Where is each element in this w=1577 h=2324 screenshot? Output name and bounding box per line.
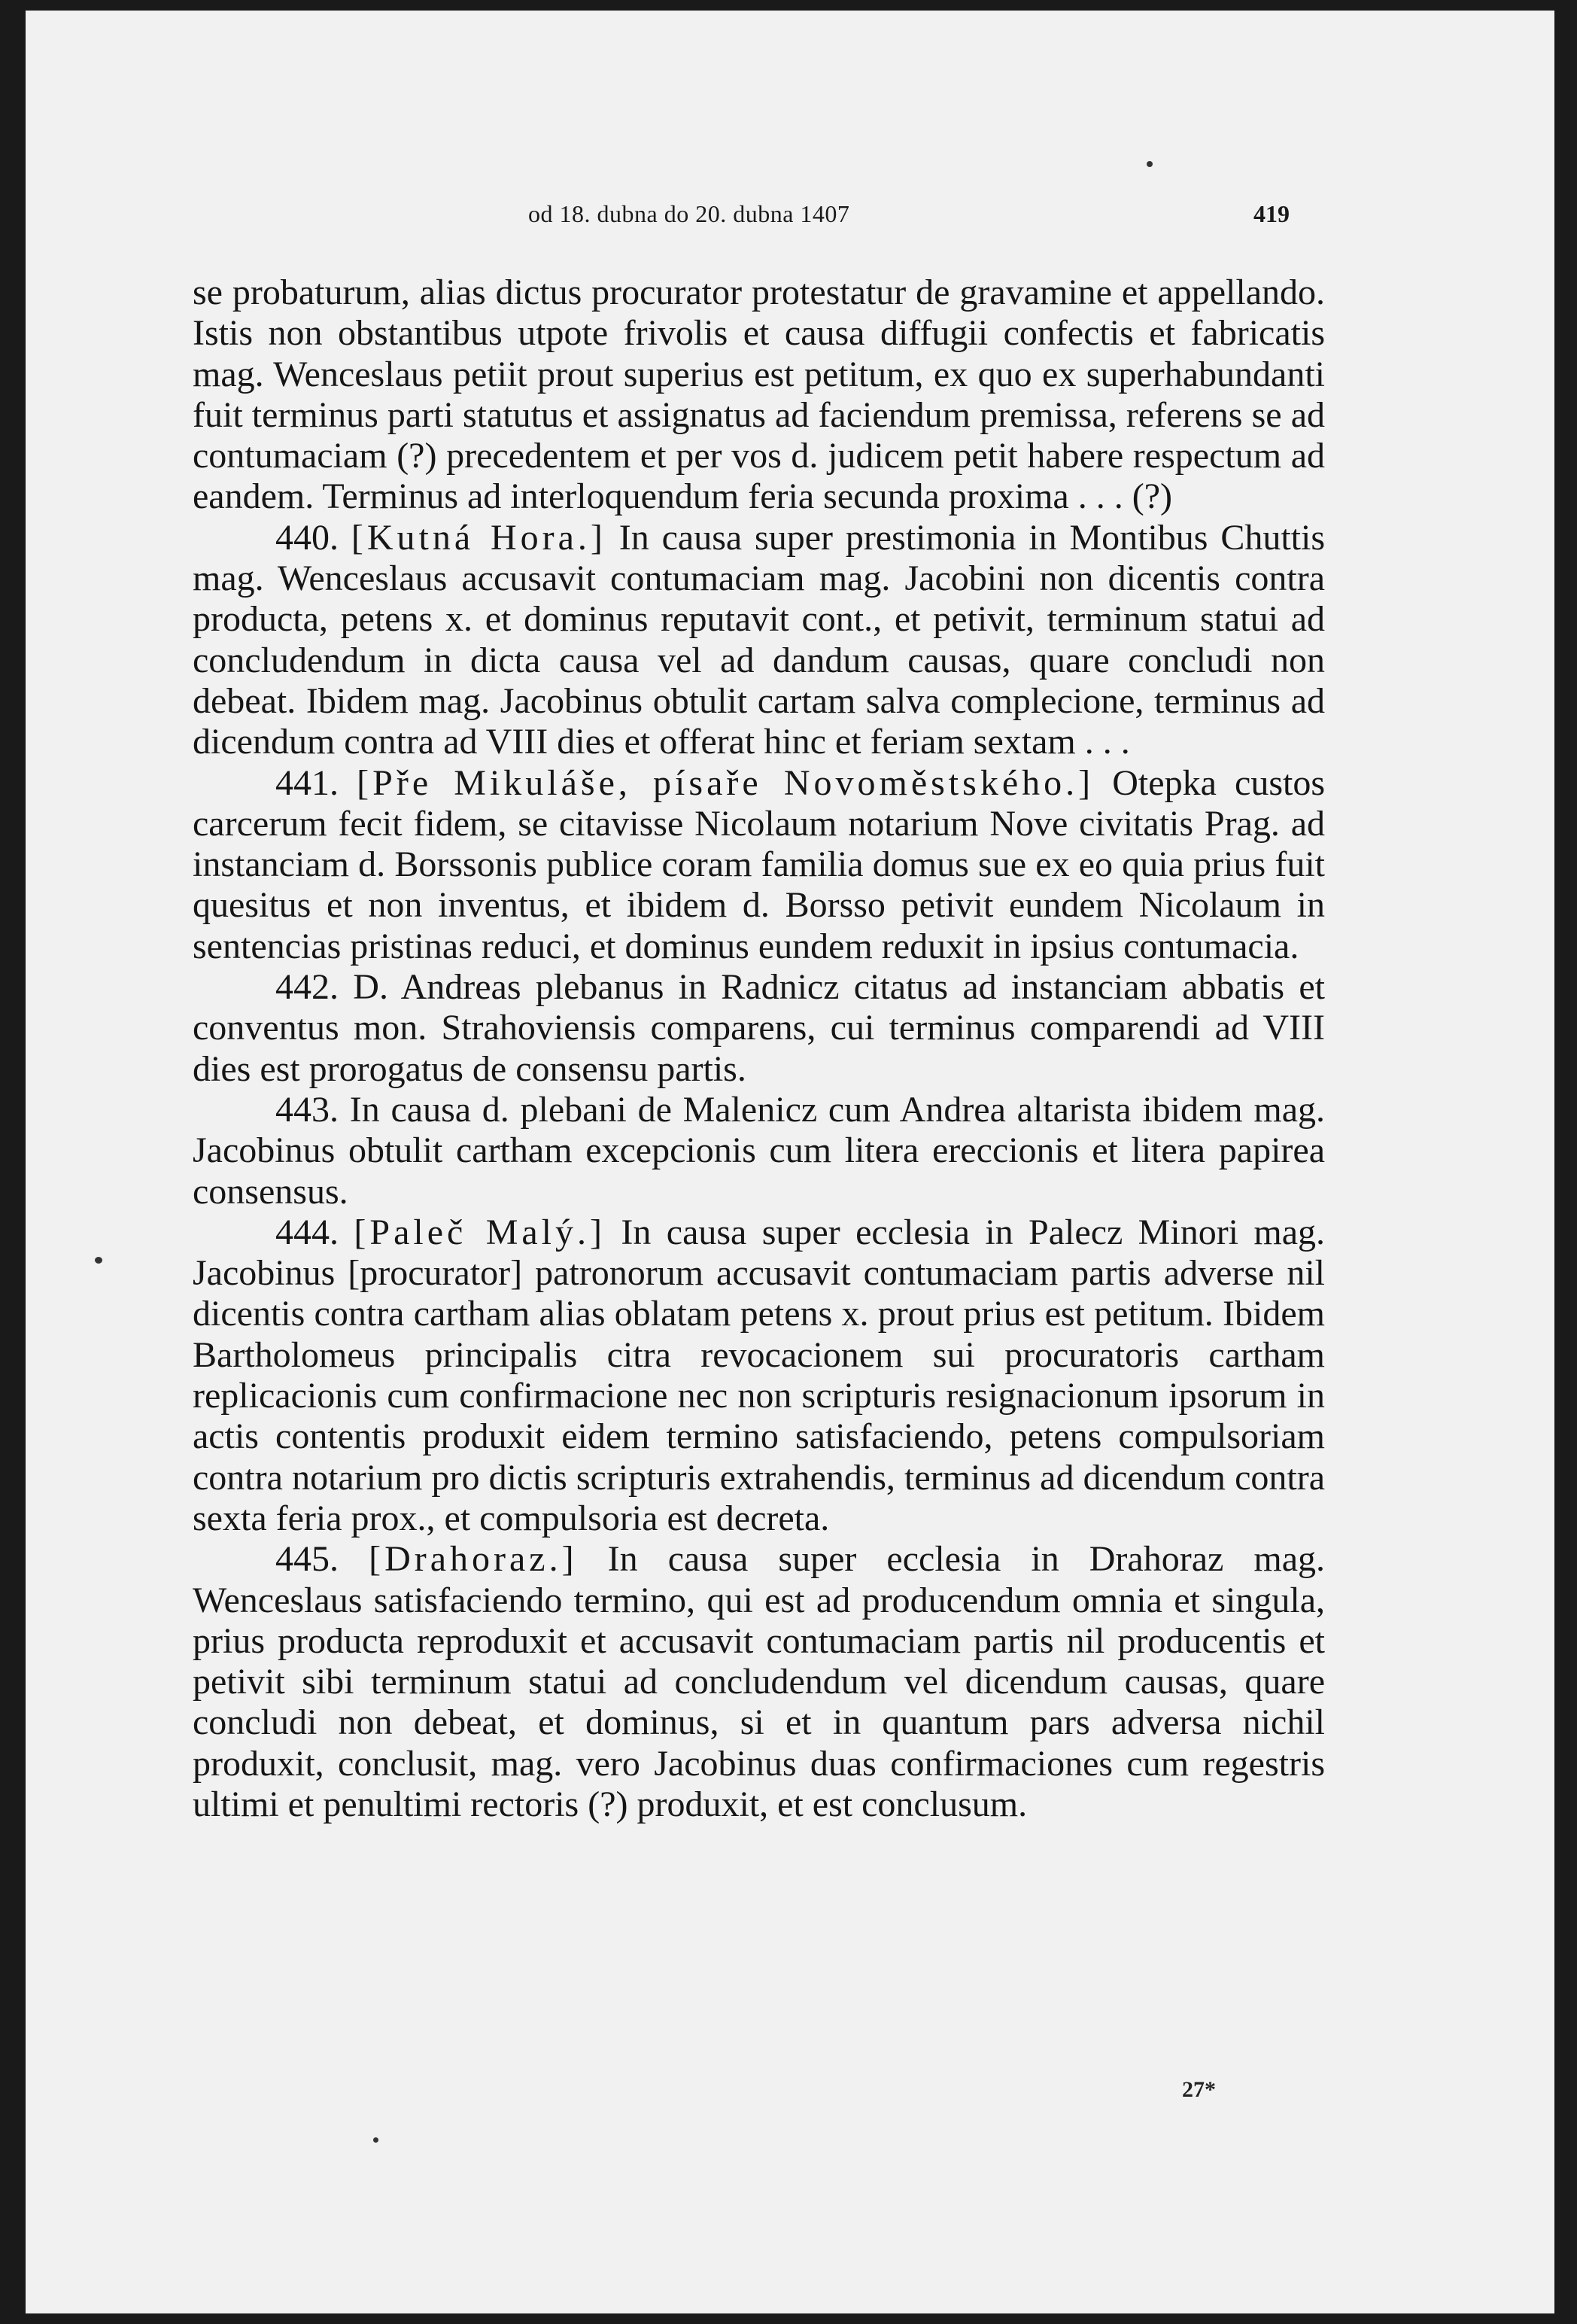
entry-text: se probaturum, alias dictus procurator protestatur de gravamine et appellando. Istis non obstantibus utpote frivolis et causa diffugii confectis et fabricatis mag. Wenceslaus petiit prout superius est petitum, ex quo ex superhabundanti fuit terminus parti statutus et assignatus ad faciendum premissa, referens se ad contumaciam (?) precedentem et per vos d. judicem petit habere respectum ad eandem. Terminus ad interloquendum feria secunda proxima . . . (?)	[193, 272, 1325, 517]
entry-place: [Drahoraz.]	[369, 1539, 578, 1580]
entry-text: In causa super ecclesia in Palecz Minori mag. Jacobinus [procurator] patronorum accusavit contumaciam partis adverse nil dicentis contra cartham alias oblatam petens x. prout prius est petitum. Ibidem Bartholomeus principalis citra revocacionem sui procuratoris cartham replicacionis cum confirmacione nec non scripturis resignacionum ipsorum in actis contentis produxit eidem termino satisfaciendo, petens compulsoriam contra notarium pro dictis scripturis extrahendis, terminus ad dicendum contra sexta feria prox., et compulsoria est decreta.	[193, 1212, 1326, 1538]
entry-number: 441.	[275, 762, 339, 803]
entry-text: D. Andreas plebanus in Radnicz citatus ad instanciam abbatis et conventus mon. Strahoviensis comparens, cui terminus comparendi ad VIII dies est prorogatus de consensu partis.	[193, 967, 1326, 1089]
entry-text: In causa d. plebani de Malenicz cum Andrea altarista ibidem mag. Jacobinus obtulit cartham excepcionis cum litera ereccionis et litera papirea consensus.	[193, 1089, 1326, 1212]
entry-number: 444.	[275, 1212, 339, 1252]
entry-number: 440.	[275, 517, 339, 558]
entry-place: [Kutná Hora.]	[351, 517, 606, 558]
body-text	[193, 272, 1325, 1825]
signature-mark: 27*	[1182, 2077, 1216, 2102]
entry-440	[193, 518, 1325, 763]
entry-number: 443.	[275, 1089, 339, 1130]
entry-number: 445.	[275, 1539, 339, 1580]
page	[26, 11, 1554, 2313]
page-number: 419	[1253, 200, 1290, 227]
entry-continuation	[193, 272, 1325, 518]
page-header	[26, 200, 1554, 238]
entry-443	[193, 1090, 1325, 1212]
entry-442	[193, 967, 1325, 1090]
entry-text: Otepka custos carcerum fecit fidem, se citavisse Nicolaum notarium Nove civitatis Prag. ad instanciam d. Borssonis publice coram familia domus sue ex eo quia prius fuit quesitus et non inventus, et ibidem d. Borsso petivit eundem Nicolaum in sentencias pristinas reduci, et dominus eundem reduxit in ipsius contumacia.	[193, 762, 1326, 966]
entry-text: In causa super ecclesia in Drahoraz mag. Wenceslaus satisfaciendo termino, qui est ad producendum omnia et singula, prius producta reproduxit et accusavit contumaciam partis nil producentis et petivit sibi terminum statui ad concludendum vel dicendum causas, quare concludi non debeat, et dominus, si et in quantum pars adversa nichil produxit, conclusit, mag. vero Jacobinus duas confirmaciones cum regestris ultimi et penultimi rectoris (?) produxit, et est conclusum.	[193, 1539, 1326, 1824]
entry-place: [Pře Mikuláše, písaře Novoměstského.]	[357, 762, 1095, 803]
print-speck	[95, 1257, 102, 1264]
print-speck	[373, 2137, 378, 2143]
print-speck	[1147, 161, 1153, 167]
entry-444	[193, 1212, 1325, 1539]
entry-number: 442.	[275, 967, 339, 1008]
entry-text: In causa super prestimonia in Montibus Chuttis mag. Wenceslaus accusavit contumaciam mag. Jacobini non dicentis contra producta, petens x. et dominus reputavit cont., et petivit, terminum statui ad concludendum in dicta causa vel ad dandum causas, quare concludi non debeat. Ibidem mag. Jacobinus obtulit cartam salva complecione, terminus ad dicendum contra ad VIII dies et offerat hinc et feriam sextam . . .	[193, 517, 1326, 762]
entry-place: [Paleč Malý.]	[354, 1212, 606, 1252]
entry-445	[193, 1539, 1325, 1825]
entry-441	[193, 763, 1325, 967]
running-head: od 18. dubna do 20. dubna 1407	[528, 200, 850, 227]
